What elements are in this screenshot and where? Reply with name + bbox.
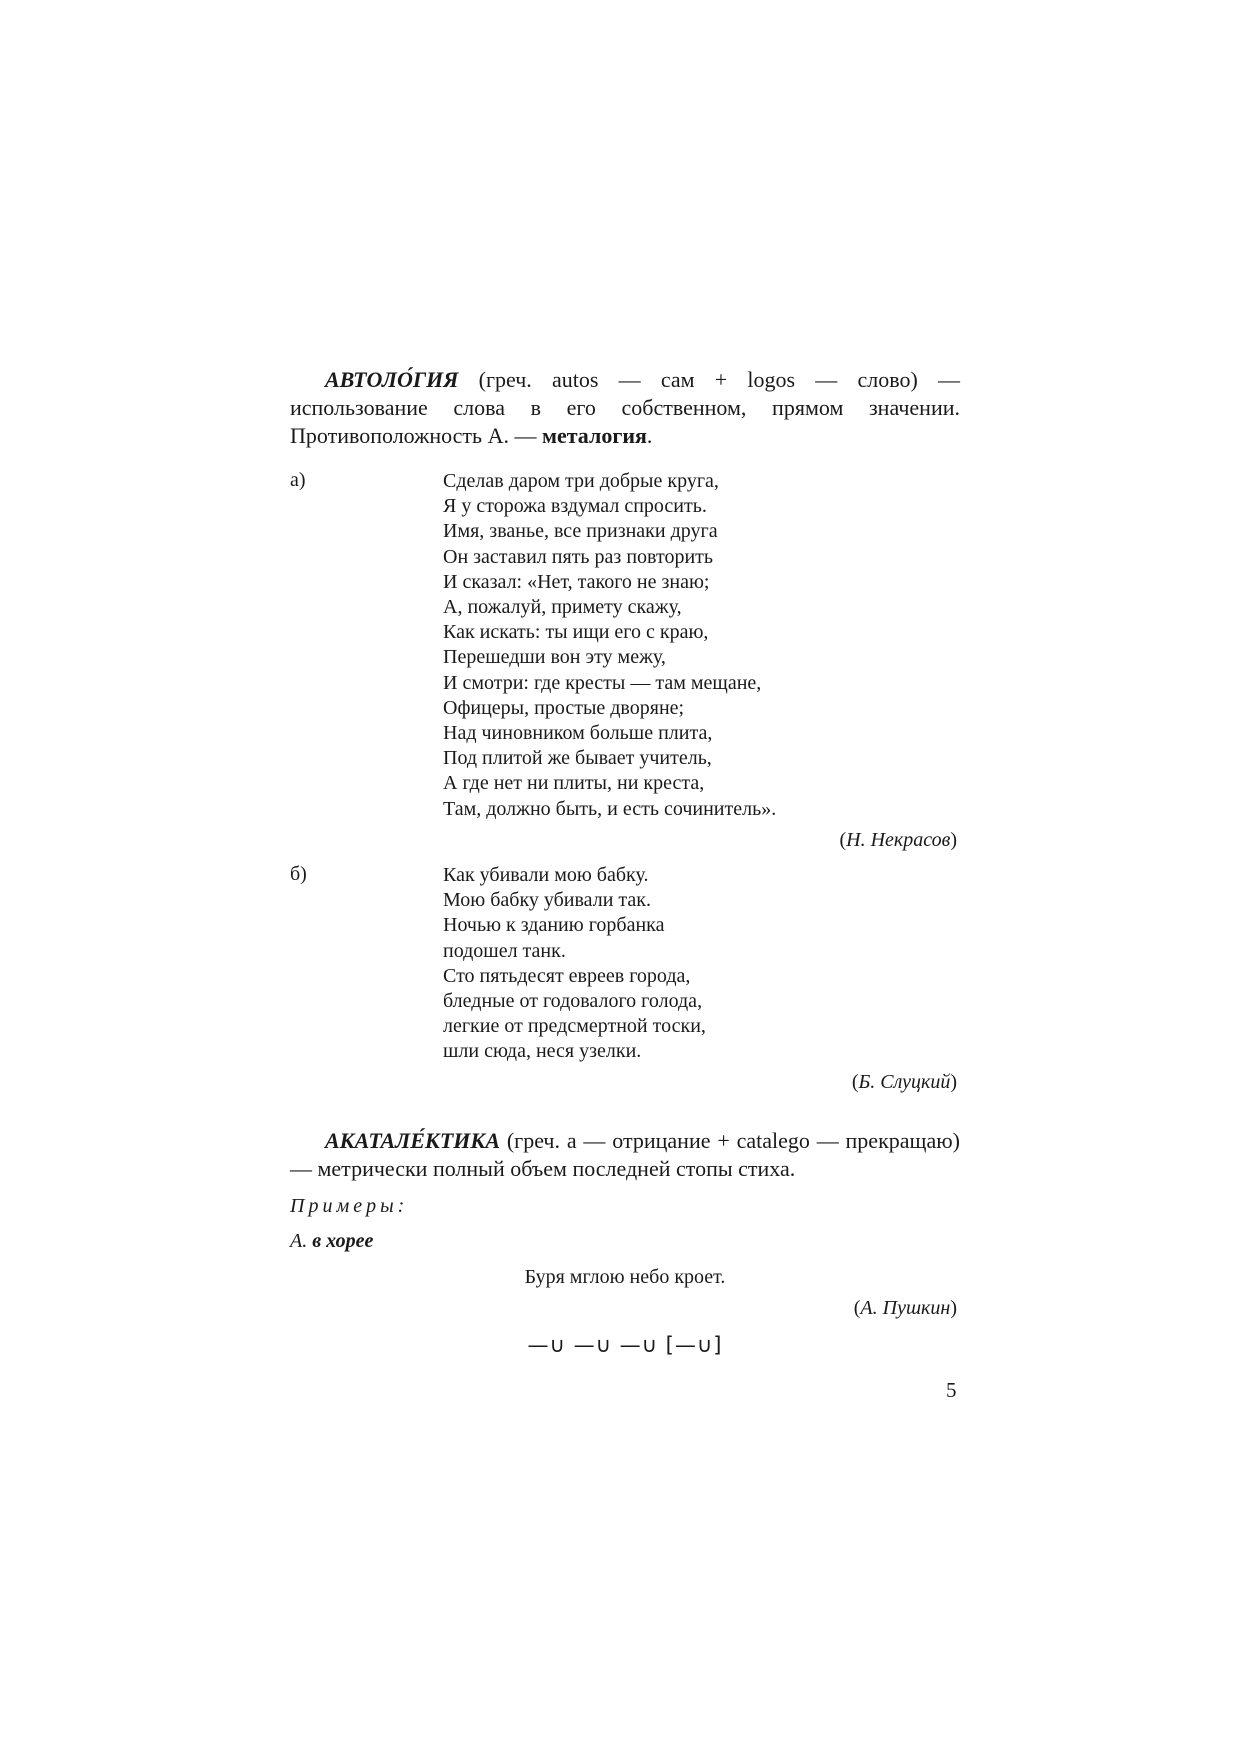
poem-nekrasov xyxy=(443,469,776,822)
verse-line: Ночью к зданию горбанка xyxy=(443,914,665,937)
verse-line: бледные от годовалого голода, xyxy=(443,990,703,1013)
metrical-scheme: —∪ —∪ —∪ [—∪] xyxy=(527,1333,723,1357)
antonym-metalogia: металогия xyxy=(541,423,647,448)
verse-line: Сделав даром три добрые круга, xyxy=(443,470,719,492)
verse-line: Там, должно быть, и есть сочинитель». xyxy=(443,797,777,820)
verse-line: подошел танк. xyxy=(443,939,566,962)
definition-autologia: (греч. autos — сам + logos — слово) — использование слова в его собственном, прямом значении. Противоположность А. — xyxy=(290,367,960,448)
verse-line: легкие от предсмертной тоски, xyxy=(443,1015,706,1038)
verse-line: А, пожалуй, примету скажу, xyxy=(443,596,682,619)
verse-line: И сказал: «Нет, такого не знаю; xyxy=(443,570,710,593)
verse-line: Под плитой же бывает учитель, xyxy=(443,747,712,770)
verse-line: Офицеры, простые дворяне; xyxy=(443,696,685,719)
verse-line: Над чиновником больше плита, xyxy=(443,722,713,745)
term-autologia: АВТОЛО́ГИЯ xyxy=(325,367,459,392)
subheading-choree: А. в хорее xyxy=(290,1230,374,1252)
verse-line: Я у сторожа вздумал спросить. xyxy=(443,495,707,518)
examples-label: Примеры: xyxy=(290,1195,409,1217)
term-akatalektika: АКАТАЛЕ́КТИКА xyxy=(325,1128,500,1153)
attribution-pushkin: (А. Пушкин) xyxy=(853,1297,957,1319)
verse-line: Мою бабку убивали так. xyxy=(443,889,651,912)
verse-line: И смотри: где кресты — там мещане, xyxy=(443,671,762,694)
verse-line: А где нет ни плиты, ни креста, xyxy=(443,772,705,795)
poem-slutsky xyxy=(443,863,706,1065)
example-a-label: а) xyxy=(290,469,306,491)
attribution-slutsky: (Б. Слуцкий) xyxy=(851,1071,957,1093)
entry-akatalektika xyxy=(290,1127,960,1183)
verse-line: Сто пятьдесят евреев города, xyxy=(443,964,691,987)
verse-line: Как искать: ты ищи его с краю, xyxy=(443,621,709,644)
verse-line: Как убивали мою бабку. xyxy=(443,864,649,886)
definition-akatalektika: (греч. a — отрицание + catalego — прекращаю) — метрически полный объем последней стопы стиха. xyxy=(290,1128,960,1181)
attribution-nekrasov: (Н. Некрасов) xyxy=(839,829,957,851)
verse-line: Имя, званье, все признаки друга xyxy=(443,520,718,543)
verse-line: Перешедши вон эту межу, xyxy=(443,646,666,669)
page-number: 5 xyxy=(946,1378,957,1402)
entry-autologia: АВТОЛО́ГИЯ (греч. autos — сам + logos — слово) — использование слова в его собственном, прямом значении. Противоположность А. — металогия. xyxy=(290,367,960,448)
example-b-label: б) xyxy=(290,863,307,885)
verse-pushkin: Буря мглою небо кроет. xyxy=(524,1266,726,1288)
verse-line: шли сюда, неся узелки. xyxy=(443,1040,642,1063)
verse-line: Он заставил пять раз повторить xyxy=(443,545,714,568)
